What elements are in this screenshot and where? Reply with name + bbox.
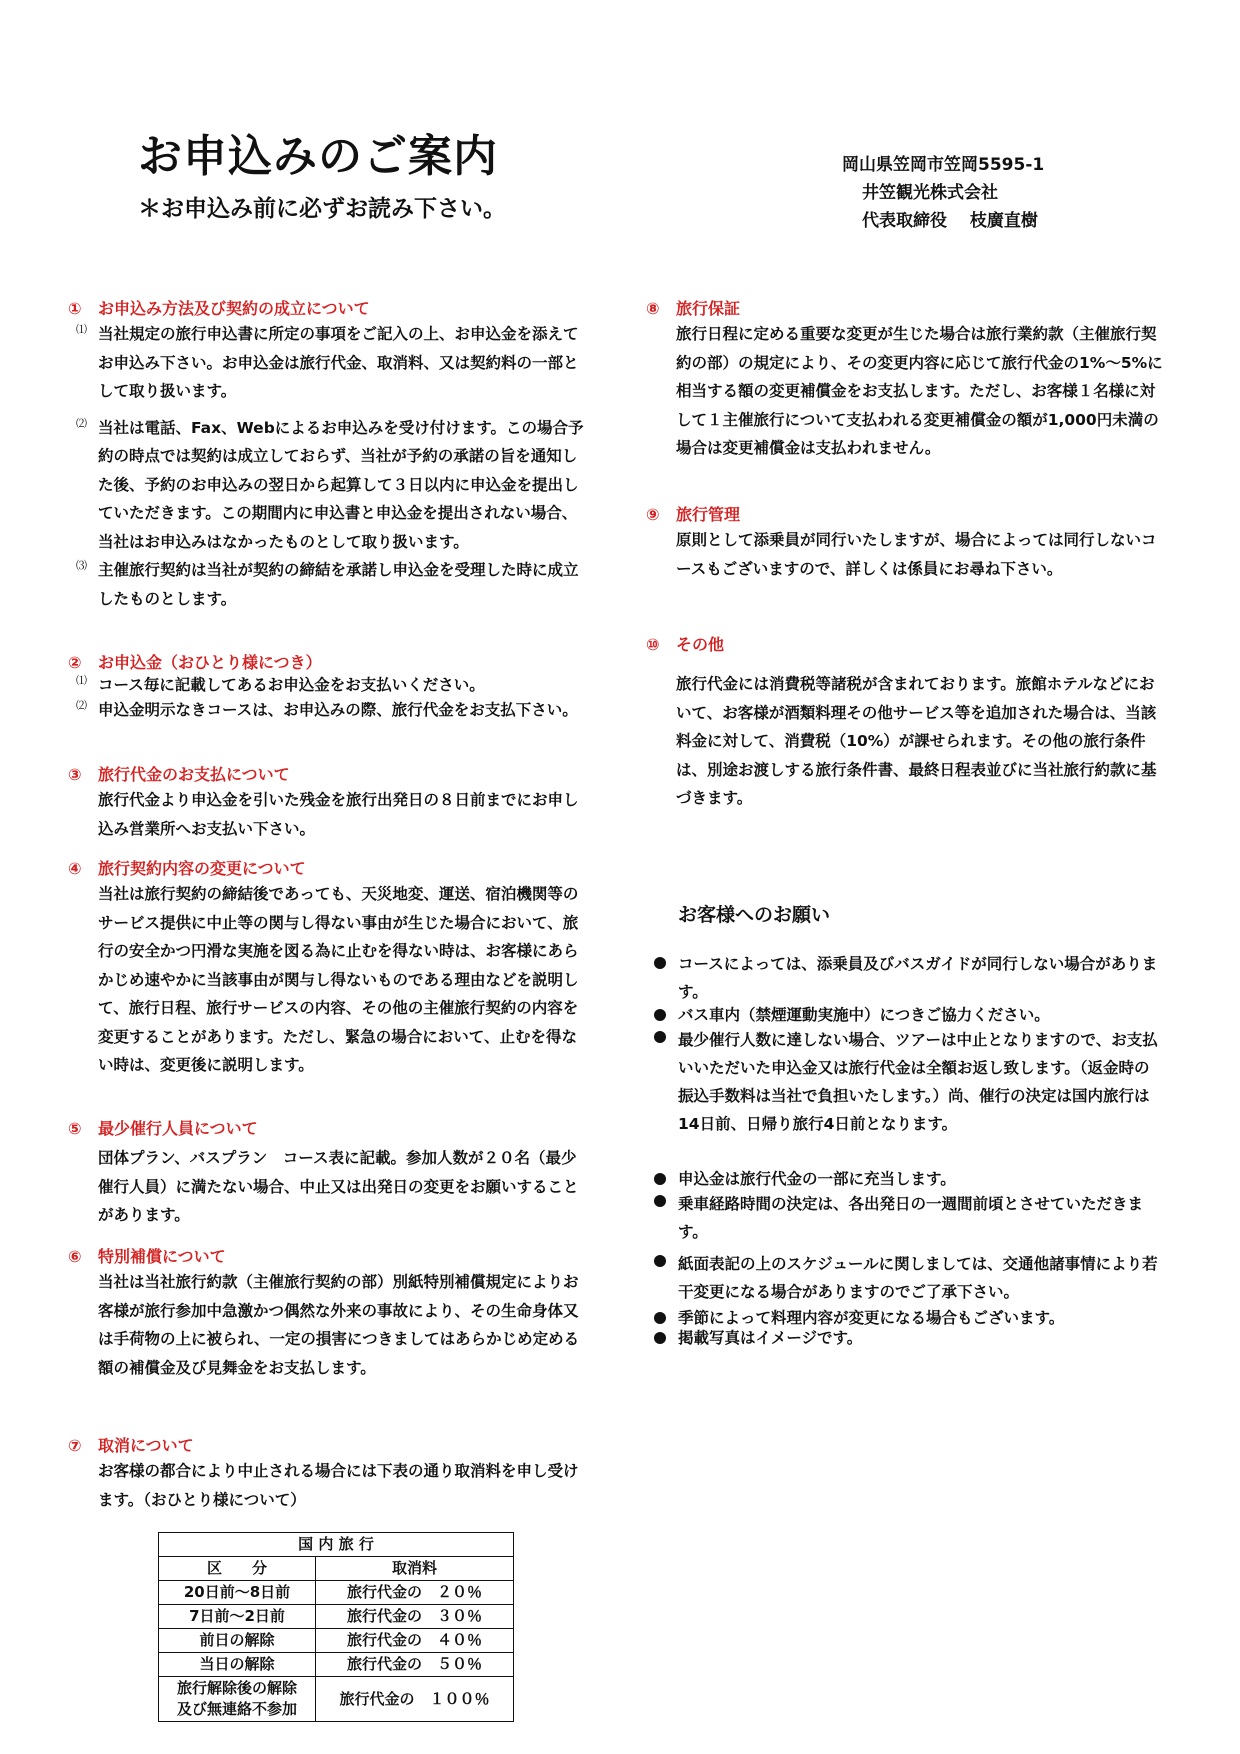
section-travel-guarantee	[646, 298, 1166, 463]
list-item	[652, 950, 1162, 1006]
request-text: バス車内（禁煙運動実施中）につきご協力ください。	[678, 1006, 1050, 1024]
company-address: 岡山県笠岡市笠岡5595-1	[842, 155, 1045, 175]
term-line: 及び無連絡不参加	[176, 1700, 297, 1718]
list-item	[68, 674, 588, 696]
section-number: ⑥	[68, 1247, 82, 1266]
section-minimum-participants	[68, 1118, 588, 1230]
table-row	[159, 1653, 514, 1677]
section-title: 旅行管理	[676, 505, 741, 524]
section-text: 旅行代金には消費税等諸税が含まれております。旅館ホテルなどにおいて、お客様が酒類料理その他サービス等を追加された場合は、当該料金に対して、消費税（10%）が課せられます。その他の旅行条件は、別途お渡しする旅行条件書、最終日程表並びに当社旅行約款に基づきます。	[676, 675, 1157, 807]
request-text: コースによっては、添乗員及びバスガイドが同行しない場合があります。	[678, 955, 1158, 1001]
list-item	[652, 1250, 1162, 1306]
request-text: 乗車経路時間の決定は、各出発日の一週間前頃とさせていただきます。	[678, 1195, 1144, 1241]
section-number: ⑤	[68, 1119, 82, 1138]
cancellation-fee-table	[158, 1532, 514, 1722]
table-title: 国 内 旅 行	[159, 1533, 514, 1557]
section-number: ③	[68, 765, 82, 784]
term-cell: 当日の解除	[159, 1653, 316, 1677]
section-number: ②	[68, 653, 82, 672]
list-item	[652, 1026, 1162, 1138]
company-name: 井笠観光株式会社	[862, 183, 998, 203]
request-text: 紙面表記の上のスケジュールに関しましては、交通他諸事情により若干変更になる場合がありますのでご了承下さい。	[678, 1255, 1158, 1301]
list-item	[652, 1308, 1162, 1328]
bullet-icon	[654, 1195, 666, 1207]
table-row	[159, 1605, 514, 1629]
section-title: その他	[676, 635, 725, 654]
section-title: 旅行代金のお支払について	[98, 765, 290, 784]
item-text: 主催旅行契約は当社が契約の締結を承諾し申込金を受理した時に成立したものとします。	[98, 561, 579, 608]
request-text: 申込金は旅行代金の一部に充当します。	[678, 1170, 956, 1188]
section-number: ⑧	[646, 299, 660, 318]
section-text: 旅行日程に定める重要な変更が生じた場合は旅行業約款（主催旅行契約の部）の規定により、その変更内容に応じて旅行代金の1%～5%に相当する額の変更補償金をお支払します。ただし、お客様１名様に対して１主催旅行について支払われる変更補償金の額が1,000円未満の場合は変更補償金は支払われません。	[676, 325, 1163, 457]
bullet-icon	[654, 957, 666, 969]
table-row	[159, 1677, 514, 1722]
fee-cell: 旅行代金の ３０％	[316, 1605, 514, 1629]
section-special-compensation	[68, 1246, 588, 1382]
section-title: お申込み方法及び契約の成立について	[98, 299, 370, 318]
term-cell	[159, 1677, 316, 1722]
section-contract-change	[68, 858, 588, 1080]
item-text: 当社規定の旅行申込書に所定の事項をご記入の上、お申込金を添えてお申込み下さい。お申込金は旅行代金、取消料、又は契約料の一部として取り扱います。	[98, 325, 579, 400]
table-header-fee: 取消料	[316, 1557, 514, 1581]
section-title: 取消について	[98, 1436, 194, 1455]
fee-cell: 旅行代金の ５０％	[316, 1653, 514, 1677]
section-application	[68, 298, 588, 613]
fee-cell: 旅行代金の １００％	[316, 1677, 514, 1722]
section-other	[646, 634, 1166, 813]
requests-title: お客様へのお願い	[678, 904, 831, 926]
section-number: ⑩	[646, 635, 660, 654]
item-text: コース毎に記載してあるお申込金をお支払いください。	[98, 676, 485, 694]
company-representative: 代表取締役 枝廣直樹	[862, 211, 1038, 231]
list-item	[652, 1168, 1162, 1190]
request-text: 最少催行人数に達しない場合、ツアーは中止となりますので、お支払いいただいた申込金又は旅行代金は全額お返し致します。（返金時の振込手数料は当社で負担いたします。）尚、催行の決定は国内旅行は14日前、日帰り旅行4日前となります。	[678, 1031, 1158, 1133]
item-marker: ⑵	[76, 416, 87, 430]
section-text: 当社は旅行契約の締結後であっても、天災地変、運送、宿泊機関等のサービス提供に中止等の関与し得ない事由が生じた場合において、旅行の安全かつ円滑な実施を図る為に止むを得ない時は、お客様にあらかじめ速やかに当該事由が関与し得ないものである理由などを説明して、旅行日程、旅行サービスの内容、その他の主催旅行契約の内容を変更することがあります。ただし、緊急の場合において、止むを得ない時は、変更後に説明します。	[98, 885, 579, 1074]
page-subtitle: ＊お申込み前に必ずお読み下さい。	[138, 196, 506, 222]
section-text: 当社は当社旅行約款（主催旅行契約の部）別紙特別補償規定によりお客様が旅行参加中急激かつ偶然な外来の事故により、その生命身体又は手荷物の上に被られ、一定の損害につきましてはあらかじめ定める額の補償金及び見舞金をお支払します。	[98, 1273, 580, 1377]
fee-cell: 旅行代金の ４０％	[316, 1629, 514, 1653]
list-item	[68, 696, 588, 725]
section-number: ①	[68, 299, 82, 318]
request-text: 掲載写真はイメージです。	[678, 1329, 863, 1347]
section-title: 旅行契約内容の変更について	[98, 859, 306, 878]
section-payment	[68, 764, 588, 843]
table-header-term: 区 分	[159, 1557, 316, 1581]
table-row	[159, 1581, 514, 1605]
list-item	[68, 320, 588, 406]
bullet-icon	[654, 1332, 666, 1344]
list-item	[68, 556, 588, 613]
item-text: 当社は電話、Fax、Webによるお申込みを受け付けます。この場合予約の時点では契約は成立しておらず、当社が予約の承諾の旨を通知した後、予約のお申込みの翌日から起算して３日以内に申込金を提出していただきます。この期間内に申込書と申込金を提出されない場合、当社はお申込みはなかったものとして取り扱います。	[98, 418, 584, 551]
list-item	[652, 1328, 1162, 1348]
section-title: 特別補償について	[98, 1247, 226, 1266]
item-marker: ⑴	[76, 674, 87, 687]
section-title: お申込金（おひとり様につき）	[98, 653, 322, 672]
section-number: ⑨	[646, 505, 660, 524]
bullet-icon	[654, 1009, 666, 1021]
fee-cell: 旅行代金の ２０％	[316, 1581, 514, 1605]
item-marker: ⑵	[76, 699, 87, 712]
section-text: 原則として添乗員が同行いたしますが、場合によっては同行しないコースもございますので、詳しくは係員にお尋ね下さい。	[676, 531, 1157, 578]
bullet-icon	[654, 1255, 666, 1267]
section-text: お客様の都合により中止される場合には下表の通り取消料を申し受けます。（おひとり様について）	[98, 1462, 579, 1509]
list-item	[652, 1004, 1162, 1026]
section-title: 旅行保証	[676, 299, 741, 318]
item-text: 申込金明示なきコースは、お申込みの際、旅行代金をお支払下さい。	[98, 701, 578, 719]
list-item	[68, 414, 588, 557]
section-deposit	[68, 652, 588, 725]
term-cell: 前日の解除	[159, 1629, 316, 1653]
bullet-icon	[654, 1312, 666, 1324]
term-cell: 7日前～2日前	[159, 1605, 316, 1629]
item-marker: ⑴	[76, 323, 87, 336]
section-title: 最少催行人員について	[98, 1119, 258, 1138]
item-marker: ⑶	[76, 559, 87, 572]
section-cancellation	[68, 1435, 588, 1514]
page-title: お申込みのご案内	[138, 131, 498, 182]
bullet-icon	[654, 1031, 666, 1043]
section-travel-management	[646, 504, 1166, 583]
list-item	[652, 1190, 1162, 1246]
table-row	[159, 1629, 514, 1653]
bullet-icon	[654, 1173, 666, 1185]
term-line: 旅行解除後の解除	[176, 1679, 297, 1697]
section-number: ④	[68, 859, 82, 878]
term-cell: 20日前～8日前	[159, 1581, 316, 1605]
section-text: 旅行代金より申込金を引いた残金を旅行出発日の８日前までにお申し込み営業所へお支払い下さい。	[98, 791, 579, 838]
request-text: 季節によって料理内容が変更になる場合もございます。	[678, 1309, 1065, 1327]
section-number: ⑦	[68, 1436, 82, 1455]
section-text: 団体プラン、バスプラン コース表に記載。参加人数が２０名（最少催行人員）に満たない場合、中止又は出発日の変更をお願いすることがあります。	[98, 1149, 579, 1224]
